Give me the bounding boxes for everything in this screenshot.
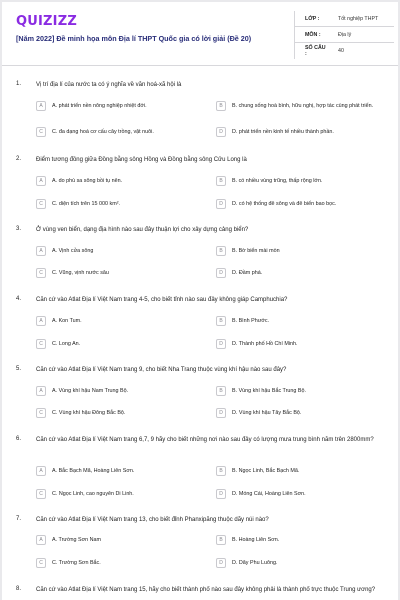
option-text: C. Ngọc Linh, cao nguyên Di Linh. (52, 491, 134, 497)
option-letter-box: B (216, 101, 226, 111)
question-number: 4. (16, 296, 22, 302)
worksheet-meta (294, 11, 394, 59)
option-text: A. Kon Tum. (52, 318, 82, 324)
option-a[interactable] (36, 535, 216, 547)
option-letter-box: D (216, 268, 226, 278)
option-letter-box: A (36, 176, 46, 186)
option-text: B. Vùng khí hậu Bắc Trung Bộ. (232, 388, 307, 394)
option-c[interactable] (36, 489, 216, 501)
option-c[interactable] (36, 558, 216, 570)
option-letter-box: A (36, 101, 46, 111)
meta-row-question-count (295, 43, 394, 59)
option-text: A. phát triển nền nông nghiệp nhiệt đới. (52, 103, 147, 109)
option-c[interactable] (36, 268, 216, 280)
meta-label: MÔN : (305, 31, 321, 38)
question-text: Căn cứ vào Atlat Địa lí Việt Nam trang 6,7, 9 hãy cho biết những nơi nào sau đây có lượng mưa trung bình năm trên 2800mm? (36, 437, 374, 443)
option-letter-box: C (36, 408, 46, 418)
option-b[interactable] (216, 535, 388, 547)
document-title: [Năm 2022] Đề minh họa môn Địa lí THPT Quốc gia có lời giải (Đề 20) (16, 34, 252, 43)
option-text: D. Móng Cái, Hoàng Liên Sơn. (232, 491, 306, 497)
option-text: D. Dãy Phu Luông. (232, 560, 278, 566)
option-text: B. Hoàng Liên Sơn. (232, 537, 280, 543)
option-text: C. Vũng, vịnh nước sâu (52, 270, 109, 276)
option-b[interactable] (216, 316, 388, 328)
question-number: 5. (16, 366, 22, 372)
option-letter-box: B (216, 535, 226, 545)
meta-row-grade (295, 11, 394, 27)
option-a[interactable] (36, 246, 216, 258)
question-text: Căn cứ vào Atlat Địa lí Việt Nam trang 4-5, cho biết tỉnh nào sau đây không giáp Camphuchia? (36, 297, 288, 303)
option-letter-box: D (216, 339, 226, 349)
option-letter-box: C (36, 339, 46, 349)
option-d[interactable] (216, 558, 388, 570)
option-text: B. Bờ biển mài mòn (232, 248, 280, 254)
meta-value: 40 (338, 48, 344, 54)
question-number: 8. (16, 586, 22, 592)
option-text: D. Thành phố Hồ Chí Minh. (232, 341, 298, 347)
option-letter-box: C (36, 489, 46, 499)
option-b[interactable] (216, 246, 388, 258)
question-number: 3. (16, 226, 22, 232)
question-text: Ở vùng ven biển, dạng địa hình nào sau đây thuận lợi cho xây dựng cảng biển? (36, 227, 249, 233)
option-d[interactable] (216, 408, 388, 420)
option-text: C. Trường Sơn Bắc. (52, 560, 101, 566)
option-b[interactable] (216, 386, 388, 398)
option-c[interactable] (36, 339, 216, 351)
meta-label: LỚP : (305, 15, 320, 22)
question-number: 1. (16, 81, 22, 87)
option-text: D. phát triển nền kinh tế nhiều thành phần. (232, 129, 334, 135)
option-d[interactable] (216, 127, 388, 139)
option-letter-box: A (36, 466, 46, 476)
question-text: Vị trí địa lí của nước ta có ý nghĩa về văn hoá-xã hội là (36, 82, 182, 88)
option-text: A. Vịnh cửa sông (52, 248, 94, 254)
meta-row-subject (295, 27, 394, 43)
option-d[interactable] (216, 339, 388, 351)
option-letter-box: C (36, 558, 46, 568)
question-number: 6. (16, 436, 22, 442)
question-text: Căn cứ vào Atlat Địa lí Việt Nam trang 15, hãy cho biết thành phố nào sau đây không phải là thành phố trực thuộc Trung ương? (36, 587, 376, 593)
option-letter-box: D (216, 199, 226, 209)
option-letter-box: A (36, 316, 46, 326)
option-text: A. Trường Sơn Nam (52, 537, 102, 543)
option-letter-box: B (216, 386, 226, 396)
option-letter-box: C (36, 127, 46, 137)
question-text: Căn cứ vào Atlat Địa lí Việt Nam trang 13, cho biết đỉnh Phanxipăng thuộc dãy núi nào? (36, 517, 269, 523)
option-b[interactable] (216, 466, 388, 478)
option-a[interactable] (36, 466, 216, 478)
option-c[interactable] (36, 127, 216, 139)
option-b[interactable] (216, 176, 388, 188)
option-text: A. do phù sa sông bồi tụ nên. (52, 178, 123, 184)
option-letter-box: D (216, 489, 226, 499)
option-text: C. diện tích trên 15 000 km². (52, 201, 121, 207)
option-text: B. Ngọc Linh, Bắc Bạch Mã. (232, 468, 300, 474)
option-a[interactable] (36, 316, 216, 328)
question-text: Căn cứ vào Atlat Địa lí Việt Nam trang 9, cho biết Nha Trang thuộc vùng khí hậu nào sau đây? (36, 367, 287, 373)
option-d[interactable] (216, 199, 388, 211)
option-text: D. có hệ thống đê sông và đê biển bao bọc. (232, 201, 337, 207)
header-divider (2, 65, 398, 66)
option-letter-box: D (216, 127, 226, 137)
meta-value: Tốt nghiệp THPT (338, 15, 379, 22)
option-letter-box: B (216, 316, 226, 326)
option-letter-box: A (36, 386, 46, 396)
option-b[interactable] (216, 101, 388, 113)
option-letter-box: B (216, 466, 226, 476)
option-letter-box: C (36, 268, 46, 278)
quizizz-logo: QUIZIZZ (16, 14, 77, 29)
option-text: B. có nhiều vùng trũng, thấp rộng lớn. (232, 178, 323, 184)
option-text: B. Bình Phước. (232, 318, 270, 324)
option-text: D. Vùng khí hậu Tây Bắc Bộ. (232, 410, 302, 416)
option-text: C. đa dạng hoá cơ cấu cây trồng, vật nuôi. (52, 129, 154, 135)
option-letter-box: D (216, 408, 226, 418)
option-letter-box: A (36, 535, 46, 545)
option-text: C. Vùng khí hậu Đông Bắc Bộ. (52, 410, 126, 416)
option-a[interactable] (36, 101, 216, 113)
meta-value: Địa lý (338, 31, 352, 38)
question-text: Điểm tương đồng giữa Đồng bằng sông Hồng và Đồng bằng sông Cửu Long là (36, 157, 247, 163)
option-text: A. Bắc Bạch Mã, Hoàng Liên Sơn. (52, 468, 135, 474)
option-text: C. Long An. (52, 341, 81, 347)
option-letter-box: B (216, 176, 226, 186)
option-c[interactable] (36, 408, 216, 420)
option-a[interactable] (36, 176, 216, 188)
option-a[interactable] (36, 386, 216, 398)
option-text: D. Đầm phá. (232, 270, 263, 276)
option-letter-box: A (36, 246, 46, 256)
option-text: B. chung sống hoà bình, hữu nghị, hợp tác cùng phát triển. (232, 103, 374, 109)
option-d[interactable] (216, 268, 388, 280)
option-letter-box: D (216, 558, 226, 568)
option-letter-box: B (216, 246, 226, 256)
question-number: 2. (16, 156, 22, 162)
worksheet-page (2, 2, 398, 600)
meta-label: SỐ CÂU : (305, 45, 326, 57)
option-letter-box: C (36, 199, 46, 209)
option-text: A. Vùng khí hậu Nam Trung Bộ. (52, 388, 129, 394)
option-d[interactable] (216, 489, 388, 501)
question-number: 7. (16, 516, 22, 522)
option-c[interactable] (36, 199, 216, 211)
